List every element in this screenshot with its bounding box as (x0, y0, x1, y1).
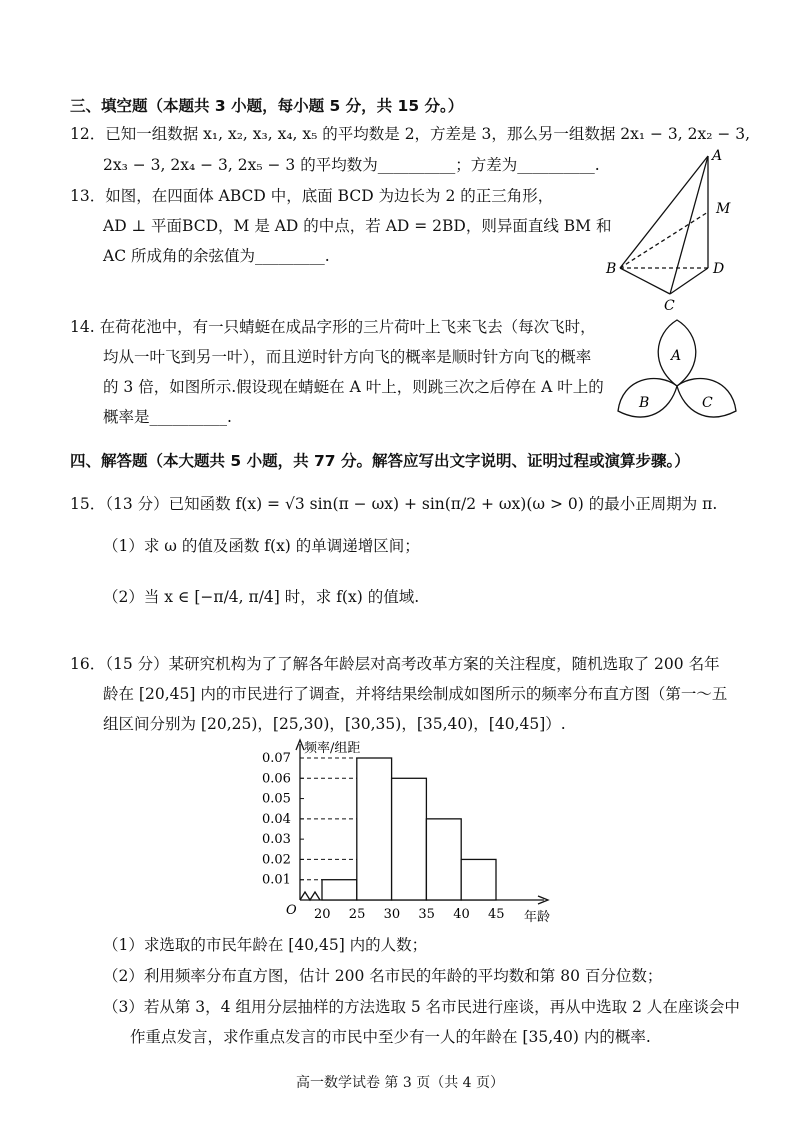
y-tick-label: 0.04 (262, 811, 291, 827)
q15-part-1: （1）求 ω 的值及函数 f(x) 的单调递增区间； (103, 537, 420, 555)
y-tick-label: 0.01 (262, 872, 291, 888)
frequency-histogram (260, 736, 580, 926)
section-3-heading: 三、填空题（本题共 3 小题，每小题 5 分，共 15 分。） (70, 97, 464, 115)
q15-part-2: （2）当 x ∈ [−π/4, π/4] 时，求 f(x) 的值域. (103, 588, 420, 606)
x-tick-label: 25 (348, 907, 366, 922)
q14-line-2: 均从一叶飞到另一叶），而且逆时针方向飞的概率是顺时针方向飞的概率 (103, 348, 592, 366)
q16-line-3: 组区间分别为 [20,25)，[25,30)，[30,35)，[35,40)，[40,45]）. (103, 715, 566, 733)
q16-part-3a: （3）若从第 3，4 组用分层抽样的方法选取 5 名市民进行座谈，再从中选取 2 人在座谈会中 (103, 998, 740, 1016)
y-tick-label: 0.07 (262, 751, 291, 766)
q14-line-4: 概率是__________. (103, 408, 232, 426)
figure-label-a: A (712, 148, 723, 164)
lotus-leaves-figure (612, 316, 742, 426)
q13-line-1: 13．如图，在四面体 ABCD 中，底面 BCD 为边长为 2 的正三角形， (70, 187, 554, 205)
x-tick-label: 45 (488, 907, 505, 922)
y-tick-label: 0.06 (262, 771, 291, 787)
q16-line-2: 龄在 [20,45] 内的市民进行了调查，并将结果绘制成如图所示的频率分布直方图（第一～五 (103, 685, 728, 703)
q14-line-1: 14. 在荷花池中，有一只蜻蜓在成品字形的三片荷叶上飞来飞去（每次飞时， (70, 318, 596, 336)
x-tick-label: 30 (383, 907, 401, 922)
q13-line-2: AD ⊥ 平面BCD，M 是 AD 的中点，若 AD = 2BD，则异面直线 BM 和 (103, 217, 612, 235)
y-tick-label: 0.02 (262, 852, 291, 868)
leaf-label-b: B (639, 395, 650, 411)
axis-break (300, 892, 320, 900)
leaf-label-a: A (671, 348, 682, 364)
q12-line-1: 12．已知一组数据 x₁, x₂, x₃, x₄, x₅ 的平均数是 2，方差是 3，那么另一组数据 2x₁ − 3, 2x₂ − 3, (70, 125, 751, 143)
figure-label-d: D (713, 261, 725, 277)
bar-[35,40) (426, 819, 461, 900)
figure-label-m: M (716, 201, 731, 217)
bar-[20,25) (322, 880, 357, 900)
bar-[30,35) (392, 778, 427, 900)
q15-line-1: 15．（13 分）已知函数 f(x) = √3 sin(π − ωx) + sin(π/2 + ωx)(ω > 0) 的最小正周期为 π. (70, 495, 718, 513)
q12-line-2: 2x₃ − 3, 2x₄ − 3, 2x₅ − 3 的平均数为__________；方差为__________. (103, 156, 600, 174)
x-tick-label: 20 (314, 907, 331, 922)
y-axis-label: 频率/组距 (304, 741, 361, 756)
q13-line-3: AC 所成角的余弦值为_________. (103, 247, 330, 265)
origin-label: O (286, 903, 297, 918)
q16-part-2: （2）利用频率分布直方图，估计 200 名市民的年龄的平均数和第 80 百分位数； (103, 967, 663, 985)
leaf-label-c: C (702, 395, 713, 411)
bar-[25,30) (357, 758, 392, 900)
section-4-heading: 四、解答题（本大题共 5 小题，共 77 分。解答应写出文字说明、证明过程或演算步骤。） (70, 452, 690, 470)
x-tick-label: 40 (453, 907, 470, 922)
figure-label-c: C (664, 298, 675, 314)
y-tick-label: 0.05 (262, 791, 291, 807)
y-tick-label: 0.03 (262, 832, 291, 848)
tetrahedron-figure (600, 140, 750, 315)
q16-part-1: （1）求选取的市民年龄在 [40,45] 内的人数； (103, 936, 428, 954)
figure-label-b: B (606, 261, 617, 277)
bar-[40,45] (461, 859, 496, 900)
x-axis-label: 年龄 (524, 910, 551, 925)
page-footer: 高一数学试卷 第 3 页（共 4 页） (295, 1075, 505, 1091)
x-tick-label: 35 (418, 907, 435, 922)
q16-line-1: 16．（15 分）某研究机构为了了解各年龄层对高考改革方案的关注程度，随机选取了 200 名年 (70, 655, 720, 673)
q16-part-3b: 作重点发言，求作重点发言的市民中至少有一人的年龄在 [35,40) 内的概率. (130, 1028, 651, 1046)
q14-line-3: 的 3 倍，如图所示.假设现在蜻蜓在 A 叶上，则跳三次之后停在 A 叶上的 (103, 378, 604, 396)
